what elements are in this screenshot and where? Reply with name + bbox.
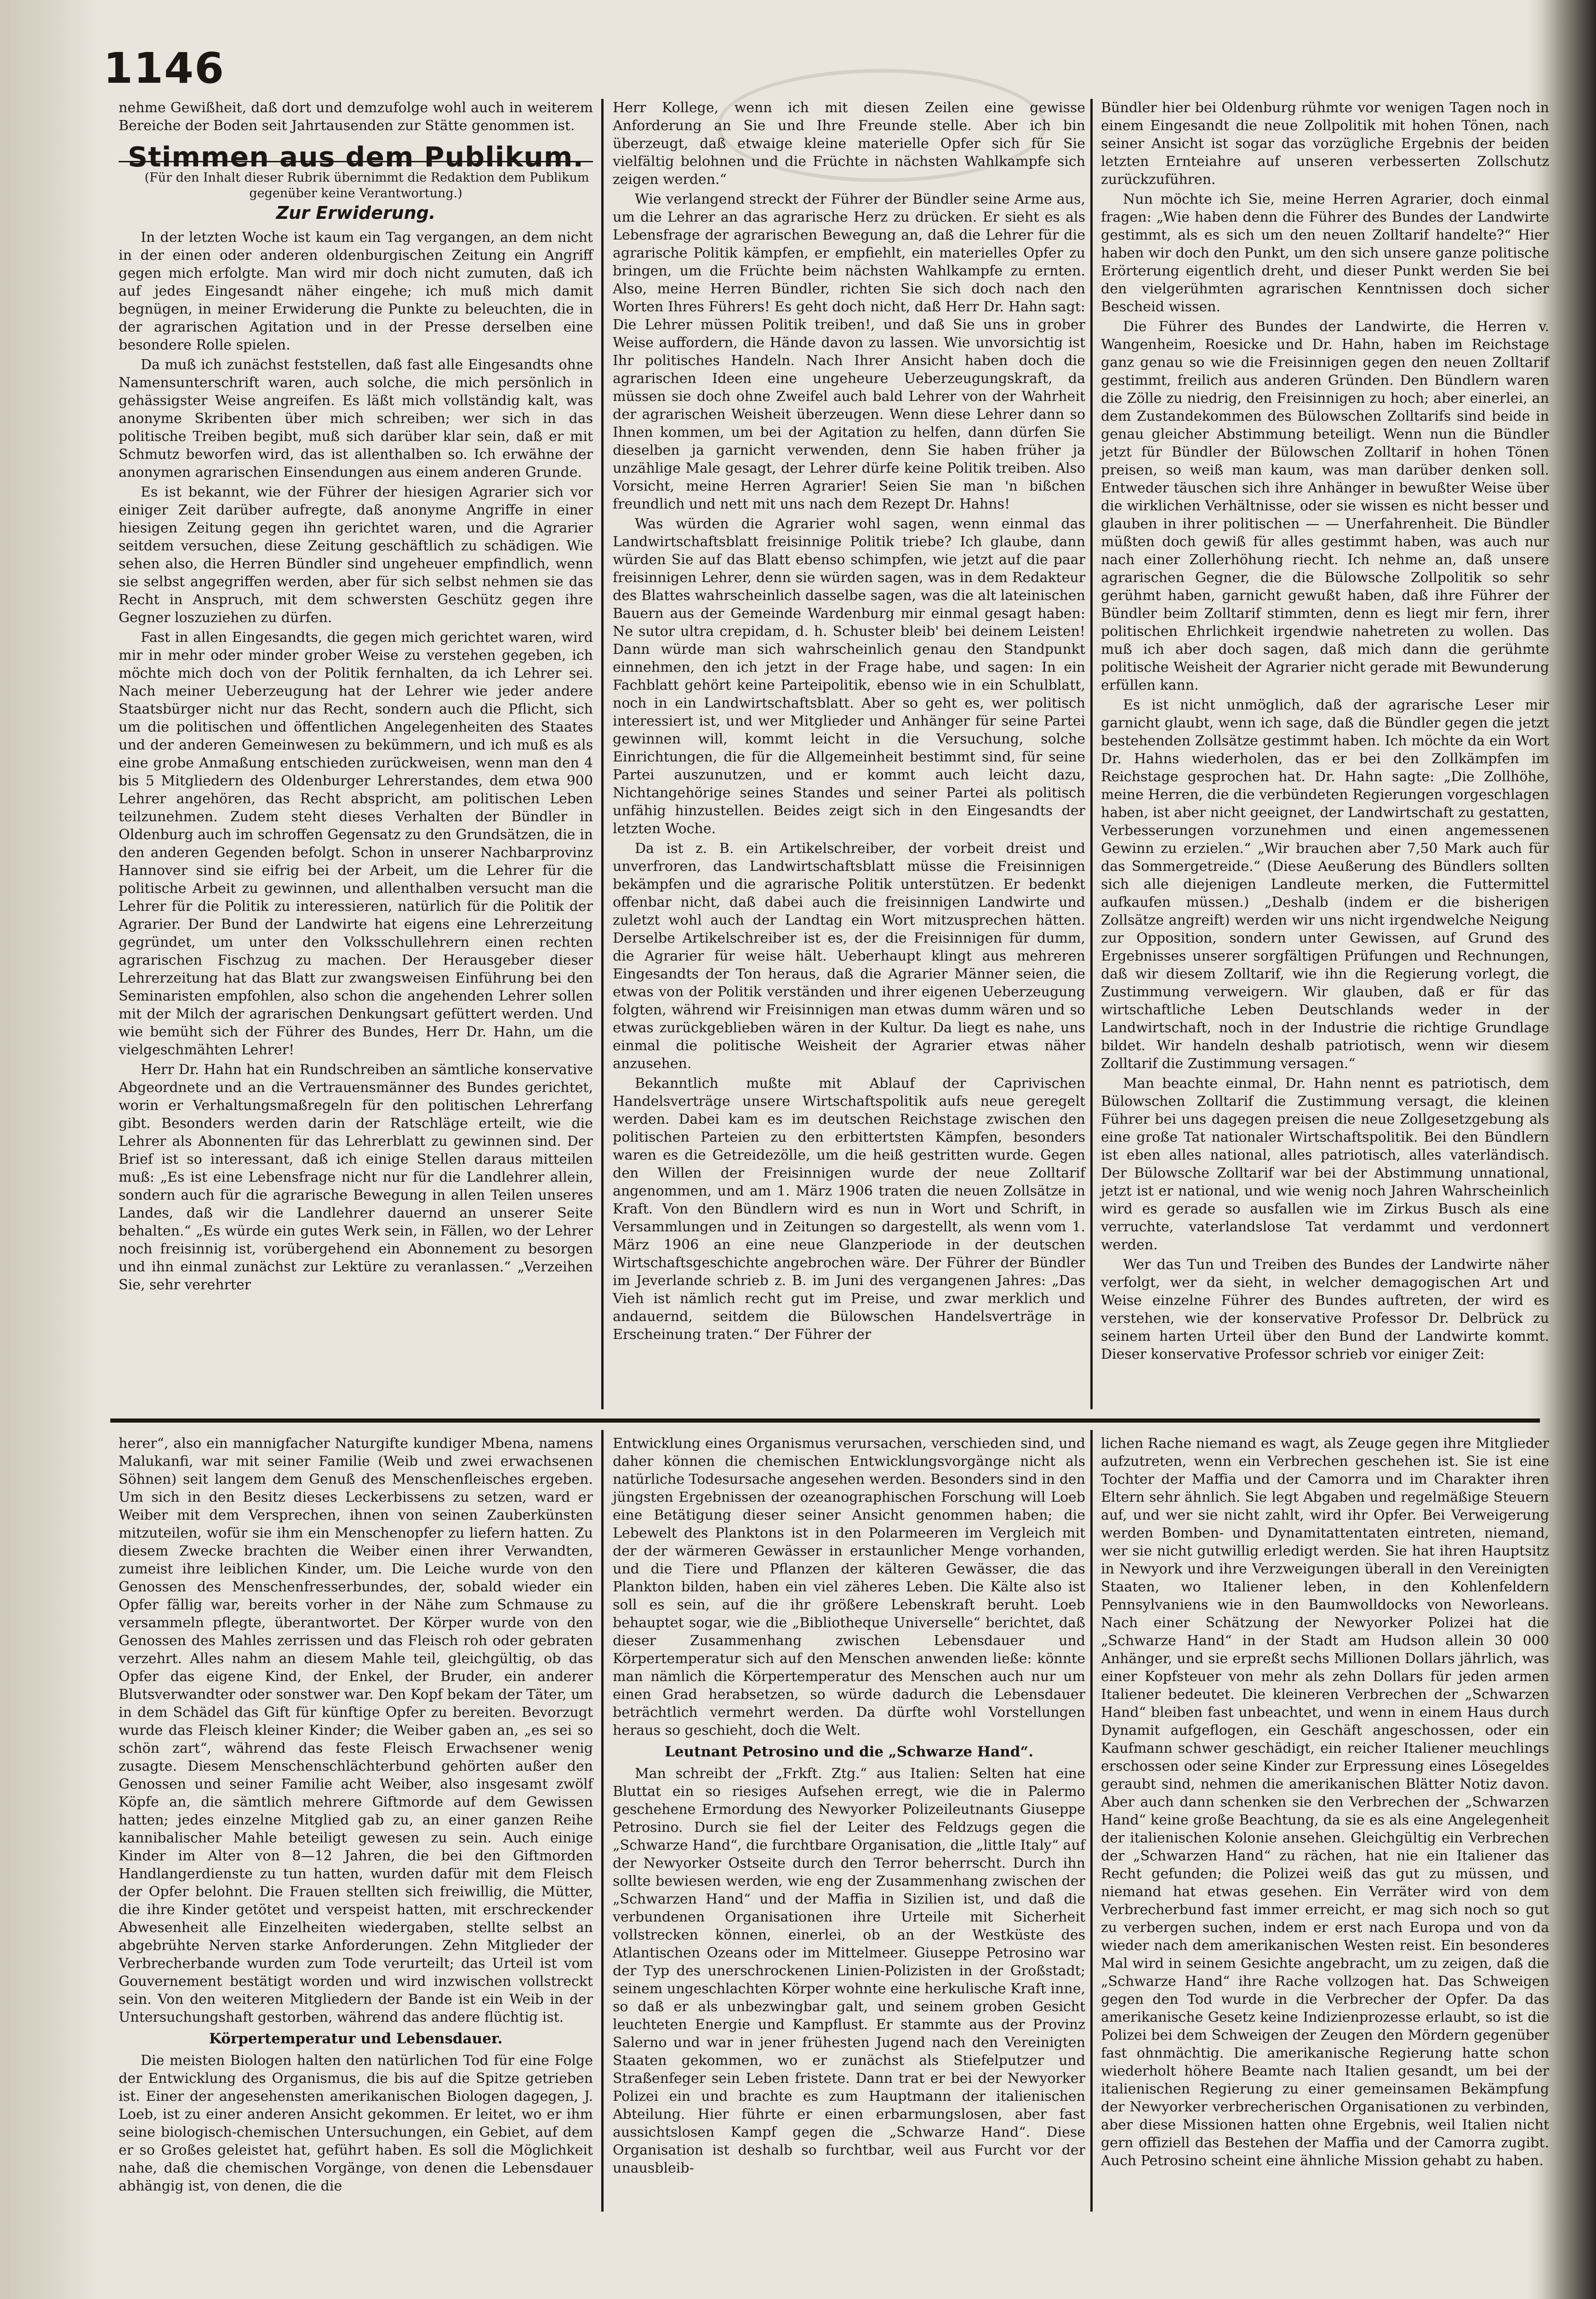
feuilleton-column-1 [119, 1435, 593, 2197]
paragraph: Man schreibt der „Frkft. Ztg.“ aus Italien: Selten hat eine Bluttat ein so riesiges Aufsehen erregt, wie die in Palermo geschehene Ermordung des Newyorker Polizeileutnants Giuseppe Petrosino. Durch sie fiel der Leiter des Feldzugs gegen die „Schwarze Hand“, die furchtbare Organisation, die „little Italy“ auf der Newyorker Ostseite durch den Terror beherrscht. Durch ihn sollte bewiesen werden, wie eng der Zusammenhang zwischen der „Schwarzen Hand“ und der Maffia in Sizilien ist, und daß die verbundenen Organisationen ihre Urteile mit Sicherheit vollstrecken können, einerlei, ob an der Westküste des Atlantischen Ozeans oder im Mittelmeer. Giuseppe Petrosino war der Typ des unerschrockenen Linien-Polizisten in der Großstadt; seinem ungeschlachten Körper wohnte eine herkulische Kraft inne, so daß er als unbezwingbar galt, und seinem groben Gesicht leuchteten Energie und Kampflust. Er stammte aus der Provinz Salerno und war in jener frühesten Jugend nach den Vereinigten Staaten gekommen, wo er zunächst als Stiefelputzer und Straßenfeger sein Leben fristete. Dann trat er bei der Newyorker Polizei ein und brachte es zum Hauptmann der italienischen Abteilung. Hier führte er einen erbarmungslosen, aber fast aussichtslosen Kampf gegen die „Schwarze Hand“. Diese Organisation ist deshalb so furchtbar, weil aus Furcht vor der unausbleib- [613, 1766, 1085, 2176]
column-rule-top-1 [601, 99, 604, 1409]
paragraph: Da muß ich zunächst feststellen, daß fast alle Eingesandts ohne Namensunterschrift waren, auch solche, die mich persönlich in gehässigster Weise angreifen. Es läßt mich vollständig kalt, was anonyme Skribenten über mich schreiben; wer sich in das politische Treiben begibt, muß sich darüber klar sein, daß er mit Schmutz beworfen wird, das ist allenthalben so. Ich erwähne der anonymen agrarischen Einsendungen aus einem anderen Grunde. [119, 357, 593, 480]
column-rule-bottom-2 [1090, 1430, 1093, 2212]
paragraph: Nun möchte ich Sie, meine Herren Agrarier, doch einmal fragen: „Wie haben denn die Führer des Bundes der Landwirte gestimmt, als es sich um den neuen Zolltarif handelte?“ Hier haben wir doch den Punkt, um den sich unsere ganze politische Erörterung eigentlich dreht, und dieser Punkt werden Sie bei den vielgerühmten agrarischen Kenntnissen doch sicher Bescheid wissen. [1101, 191, 1549, 315]
article-title: Körpertemperatur und Lebensdauer. [209, 2030, 503, 2047]
paragraph: Wie verlangend streckt der Führer der Bündler seine Arme aus, um die Lehrer an das agrarische Herz zu drücken. Er sieht es als Lebensfrage der agrarischen Bewegung an, daß die Lehrer für die agrarische Politik kämpfen, er empfiehlt, ein materielles Opfer zu bringen, um die Früchte beim nächsten Wahlkampfe zu ernten. Also, meine Herren Bündler, richten Sie sich doch nach den Worten Ihres Führers! Es geht doch nicht, daß Herr Dr. Hahn sagt: Die Lehrer müssen Politik treiben!, und daß Sie uns in grober Weise auffordern, die Hände davon zu lassen. Wie unvorsichtig ist Ihr politisches Handeln. Nach Ihrer Ansicht haben doch die agrarischen Ideen eine ungeheure Ueberzeugungskraft, da müssen sie doch ohne Zweifel auch bald Lehrer von der Wahrheit der agrarischen Weisheit überzeugen. Wenn diese Lehrer dann so Ihnen kommen, um bei der Agitation zu helfen, dann dürfen Sie dieselben ja garnicht verwenden, denn Sie haben früher ja unzählige Male gesagt, der Lehrer dürfe keine Politik treiben. Also Vorsicht, meine Herren Agrarier! Seien Sie man 'n bißchen freundlich und nett mit uns nach dem Rezept Dr. Hahns! [613, 191, 1085, 512]
column-rule-bottom-1 [601, 1430, 604, 2212]
paragraph: Es ist bekannt, wie der Führer der hiesigen Agrarier sich vor einiger Zeit darüber aufregte, daß anonyme Angriffe in einer hiesigen Zeitung gegen ihn gerichtet waren, und die Agrarier seitdem versuchen, diese Zeitung geschäftlich zu schädigen. Wie sehen also, die Herren Bündler sind ungeheuer empfindlich, wenn sie selbst angegriffen werden, aber für sich selbst nehmen sie das Recht in Anspruch, mit dem schwersten Geschütz gegen ihre Gegner loszuziehen zu dürfen. [119, 484, 593, 626]
section-title: Stimmen aus dem Publikum. [127, 141, 584, 173]
page-number: 1146 [103, 44, 225, 93]
paragraph: In der letzten Woche ist kaum ein Tag vergangen, an dem nicht in der einen oder anderen oldenburgischen Zeitung ein Angriff gegen mich erfolgte. Man wird mir doch nicht zumuten, daß ich auf jedes Eingesandt näher eingehe; ich muß mich damit begnügen, in meiner Erwiderung die Punkte zu beleuchten, die in der agrarischen Agitation und in der Presse derselben eine besondere Rolle spielen. [119, 229, 593, 353]
paragraph: lichen Rache niemand es wagt, als Zeuge gegen ihre Mitglieder aufzutreten, wenn ein Verbrechen geschehen ist. Sie ist eine Tochter der Maffia und der Camorra und im Charakter ihren Eltern sehr ähnlich. Sie legt Abgaben und regelmäßige Steuern auf, und wer sie nicht zahlt, wird ihr Opfer. Bei Verweigerung werden Bomben- und Dynamitattentaten eintreten, niemand, wer sie nicht gutwillig erledigt werden. Sie hat ihren Hauptsitz in Newyork und ihre Verzweigungen überall in den Vereinigten Staaten, wo Italiener leben, in den Kohlenfeldern Pennsylvaniens wie in den Baumwolldocks von Neworleans. Nach einer Schätzung der Newyorker Polizei hat die „Schwarze Hand“ in der Stadt am Hudson allein 30 000 Anhänger, und sie erpreßt sechs Millionen Dollars jährlich, was einer Kopfsteuer von mehr als zehn Dollars für jeden armen Italiener bedeutet. Die kleineren Verbrechen der „Schwarzen Hand“ bleiben fast unbeachtet, und wenn in einem Haus durch Dynamit aufgeflogen, ein Geschäft angeschossen, oder ein Kaufmann schwer geschädigt, ein reicher Italiener meuchlings erschossen oder seine Kinder zur Erpressung eines Lösegeldes geraubt sind, nehmen die amerikanischen Blätter Notiz davon. Aber auch dann schenken sie den Verbrechen der „Schwarzen Hand“ keine große Beachtung, da sie es als eine Angelegenheit der italienischen Kolonie ansehen. Gleichgültig ein Verbrechen der „Schwarzen Hand“ zu rächen, hat nie ein Italiener das Recht gefunden; die Polizei weiß das gut zu müssen, und niemand hat etwas gesehen. Ein Verräter wird von dem Verbrecherbund fast immer erreicht, er mag sich noch so gut zu verbergen suchen, indem er erst nach Europa und von da wieder nach dem amerikanischen Westen reist. Ein besonderes Mal wird in seinem Gesichte angebracht, um zu zeigen, daß die „Schwarze Hand“ ihre Rache vollzogen hat. Das Schweigen gegen den Tod wurde in die Verbrecher der Opfer. Da das amerikanische Gesetz keine Indizienprozesse erlaubt, so ist die Polizei bei dem Schweigen der Zeugen den Mördern gegenüber fast ohnmächtig. Die amerikanische Regierung hatte schon wiederholt höhere Beamte nach Italien gesandt, um bei der italienischen Regierung zu einer gemeinsamen Bekämpfung der Newyorker verbrecherischen Organisationen zu verbinden, aber diese Missionen hatten ohne Ergebnis, weil Italien nicht gern offiziell das Bestehen der Maffia und der Camorra zugibt. Auch Petrosino scheint eine ähnliche Mission gehabt zu haben. [1101, 1435, 1549, 2169]
feuilleton-column-3 [1101, 1435, 1549, 2172]
paragraph: Da ist z. B. ein Artikelschreiber, der vorbeit dreist und unverfroren, das Landwirtschaftsblatt müsse die Freisinnigen bekämpfen und die agrarische Politik unterstützen. Er bedenkt offenbar nicht, daß dabei auch die freisinnigen Landwirte und zuletzt wohl auch der Landtag ein Wort mitzusprechen hätten. Derselbe Artikelschreiber ist es, der die Freisinnigen für dumm, die Agrarier für weise hält. Ueberhaupt klingt aus mehreren Eingesandts der Ton heraus, daß die Agrarier Männer seien, die etwas von der Politik verständen und ihrer eigenen Ueberzeugung folgten, während wir Freisinnigen man etwas dumm wären und so etwas zurückgeblieben wären in der Kultur. Da liegt es nahe, uns einmal die politische Weisheit der Agrarier etwas näher anzusehen. [613, 841, 1085, 1072]
lead-fragment: nehme Gewißheit, daß dort und demzufolge wohl auch in weiterem Bereiche der Boden seit Jahrtausenden zur Stätte genommen ist. [119, 100, 593, 134]
paragraph: Wer das Tun und Treiben des Bundes der Landwirte näher verfolgt, wer da sieht, in welcher demagogischen Art und Weise einzelne Führer des Bundes auftreten, der wird es verstehen, wie der konservative Professor Dr. Delbrück zu seinem harten Urteil über den Bund der Landwirte kommt. Dieser konservative Professor schrieb vor einiger Zeit: [1101, 1257, 1549, 1362]
top-column-2 [613, 99, 1085, 1345]
paragraph: Herr Dr. Hahn hat ein Rundschreiben an sämtliche konservative Abgeordnete und an die Vertrauensmänner des Bundes gerichtet, worin er Verhaltungsmaßregeln für den politischen Lehrerfang gibt. Besonders werden darin der Ratschläge erteilt, wie die Lehrer als Abonnenten für das Lehrerblatt zu gewinnen sind. Der Brief ist so interessant, daß ich einige Stellen daraus mitteilen muß: „Es ist eine Lebensfrage nicht nur für die Landlehrer allein, sondern auch für die agrarische Bewegung in allen Teilen unseres Landes, daß wir die Landlehrer dauernd an unserer Seite behalten.“ „Es würde ein gutes Werk sein, in Fällen, wo der Lehrer noch freisinnig ist, vorübergehend ein Abonnement zu besorgen und ihn einmal zunächst zur Lektüre zu veranlassen.“ „Verzeihen Sie, sehr verehrter [119, 1062, 593, 1293]
feuilleton-column-2 [613, 1435, 1085, 2179]
paragraph: Was würden die Agrarier wohl sagen, wenn einmal das Landwirtschaftsblatt freisinnige Politik triebe? Ich glaube, dann würden Sie auf das Blatt ebenso schimpfen, wie jetzt auf die paar freisinnigen Lehrer, denn sie würden sagen, was in dem Redakteur des Blattes wahrscheinlich dasselbe sagen, was die alt lateinischen Bauern aus der Gemeinde Wardenburg mir einmal gesagt haben: Ne sutor ultra crepidam, d. h. Schuster bleib' bei deinem Leisten! Dann würde man sich wahrscheinlich genau den Standpunkt einnehmen, den ich jetzt in der Frage habe, und sagen: In ein Fachblatt gehört keine Parteipolitik, ebenso wie in ein Schulblatt, noch in ein Landwirtschaftsblatt. Aber so geht es, wer politisch interessiert ist, und wer Mitglieder und Anhänger für seine Partei gewinnen will, kommt leicht in die Versuchung, solche Einrichtungen, die für die Allgemeinheit bestimmt sind, für seine Partei auszunutzen, und er kommt auch leicht dazu, Nichtangehörige seines Standes und seiner Partei als politisch unfähig hinzustellen. Beides zeigt sich in den Eingesandts der letzten Woche. [613, 516, 1085, 837]
paragraph: Fast in allen Eingesandts, die gegen mich gerichtet waren, wird mir in mehr oder minder grober Weise zu verstehen gegeben, ich möchte mich doch von der Politik fernhalten, da ich Lehrer sei. Nach meiner Ueberzeugung hat der Lehrer wie jeder andere Staatsbürger nicht nur das Recht, sondern auch die Pflicht, sich um die politischen und öffentlichen Angelegenheiten des Staates und der anderen Gemeinwesen zu bekümmern, und ich muß es als eine grobe Anmaßung entschieden zurückweisen, wenn man den 4 bis 5 Mitgliedern des Oldenburger Lehrerstandes, dem etwa 900 Lehrer angehören, das Recht abspricht, am politischen Leben teilzunehmen. Zudem steht dieses Verhalten der Bündler in Oldenburg auch im schroffen Gegensatz zu den Grundsätzen, die in den anderen Gegenden befolgt. Schon in unserer Nachbarprovinz Hannover sind sie eifrig bei der Arbeit, um die Lehrer für die politische Arbeit zu gewinnen, und allenthalben versucht man die Lehrer für die Politik zu interessieren, natürlich für die Politik der Agrarier. Der Bund der Landwirte hat eigens eine Lehrerzeitung gegründet, um unter den Volksschullehrern einen rechten agrarischen Fischzug zu machen. Der Herausgeber dieser Lehrerzeitung hat das Blatt zur zwangsweisen Einführung bei den Seminaristen empfohlen, also schon die angehenden Lehrer sollen mit der Milch der agrarischen Denkungsart gefüttert werden. Und wie bemüht sich der Führer des Bundes, Herr Dr. Hahn, um die vielgeschmähten Lehrer! [119, 629, 593, 1058]
paragraph: Entwicklung eines Organismus verursachen, verschieden sind, und daher können die chemischen Entwicklungsvorgänge nicht als natürliche Todesursache angesehen werden. Besonders sind in den jüngsten Ergebnissen der ozeanographischen Forschung will Loeb eine Betätigung dieser seiner Ansicht genommen haben; die Lebewelt des Planktons ist in den Polarmeeren im Vergleich mit der der wärmeren Gewässer in erstaunlicher Menge vorhanden, und die Tiere und Pflanzen der kälteren Gewässer, die das Plankton bilden, haben ein viel zäheres Leben. Die Kälte also ist soll es sein, auf die ihr größere Lebenskraft beruht. Loeb behauptet sogar, wie die „Bibliotheque Universelle“ berichtet, daß dieser Zusammenhang zwischen Lebensdauer und Körpertemperatur sich auf den Menschen anwenden ließe: könnte man nämlich die Körpertemperatur des Menschen auch nur um einen Grad herabsetzen, so würde dadurch die Lebensdauer beträchtlich vermehrt werden. Da dürfte wohl Vorstellungen heraus so geschieht, doch die Welt. [613, 1435, 1085, 1739]
top-column-3 [1101, 99, 1549, 1365]
paragraph: Herr Kollege, wenn ich mit diesen Zeilen eine gewisse Anforderung an Sie und Ihre Freunde stelle. Aber ich bin überzeugt, daß etwaige kleine materielle Opfer sich für Sie vielfältig belohnen und die Früchte in nächsten Wahlkampfe sich zeigen werden.“ [613, 100, 1085, 188]
feuilleton-divider [110, 1418, 1540, 1423]
article-title: Leutnant Petrosino und die „Schwarze Hand“. [664, 1744, 1033, 1760]
column-rule-top-2 [1090, 99, 1093, 1409]
section-note: (Für den Inhalt dieser Rubrik übernimmt die Redaktion dem Publikum gegenüber keine Verantwortung.) [144, 171, 589, 200]
top-column-1 [119, 99, 593, 1296]
paragraph: Die meisten Biologen halten den natürlichen Tod für eine Folge der Entwicklung des Organismus, die bis auf die Spitze getrieben ist. Einer der angesehensten amerikanischen Biologen dagegen, J. Loeb, ist zu einer anderen Ansicht gekommen. Er leitet, wo er ihm seine biologisch-chemischen Untersuchungen, ein Gebiet, auf dem er so Großes geleistet hat, geführt haben. Es soll die Möglichkeit nahe, daß die chemischen Vorgänge, von denen die Lebensdauer abhängig ist, von denen, die die [119, 2053, 593, 2194]
paragraph: herer“, also ein mannigfacher Naturgifte kundiger Mbena, namens Malukanfi, war mit seiner Familie (Weib und zwei erwachsenen Söhnen) seit langem dem Genuß des Menschenfleisches ergeben. Um sich in den Besitz dieses Leckerbissens zu setzen, ward er Weiber mit dem Versprechen, ihnen von seinen Zauberkünsten mitzuteilen, wofür sie ihm ein Menschenopfer zu liefern hatten. Zu diesem Zwecke brachten die Weiber einen ihrer Verwandten, zumeist ihre leiblichen Kinder, um. Die Leiche wurde von den Genossen des Menschenfresserbundes, der, sobald wieder ein Opfer fällig war, bereits vorher in der Nähe zum Schmause zu versammeln pflegte, überantwortet. Der Körper wurde von den Genossen des Mahles zerrissen und das Fleisch roh oder gebraten verzehrt. Alles nahm an diesem Mahle teil, gleichgültig, ob das Opfer das eigene Kind, der Enkel, der Bruder, ein anderer Blutsverwandter oder sonstwer war. Den Kopf bekam der Täter, um in dem Schädel das Gift für künftige Opfer zu bereiten. Bevorzugt wurde das Fleisch kleiner Kinder; die Weiber gaben an, „es sei so schön zart“, während das feste Fleisch Erwachsener wenig zusagte. Diesem Menschenschlächterbund gehörten außer den Genossen und seiner Familie acht Weiber, also insgesamt zwölf Köpfe an, die sämtlich mehrere Giftmorde auf dem Gewissen hatten; jedes einzelne Mitglied gab zu, an einer ganzen Reihe kannibalischer Mahle beteiligt gewesen zu sein. Auch einige Kinder im Alter von 8—12 Jahren, die bei den Giftmorden Handlangerdienste zu tun hatten, wurden dafür mit dem Fleisch der Opfer belohnt. Die Frauen stellten sich freiwillig, die Mütter, die ihre Kinder getötet und verspeist hatten, mit erschreckender Abwesenheit alle Einzelheiten wiedergaben, stellte selbst an abgebrühte Nerven starke Anforderungen. Zehn Mitglieder der Verbrecherbande wurden zum Tode verurteilt; das Urteil ist vom Gouvernement bestätigt worden und wird inzwischen vollstreckt sein. Von den weiteren Mitgliedern der Bande ist ein Weib in der Untersuchungshaft gestorben, während das andere flüchtig ist. [119, 1435, 593, 2025]
paragraph: Es ist nicht unmöglich, daß der agrarische Leser mir garnicht glaubt, wenn ich sage, daß die Bündler gegen die jetzt bestehenden Zollsätze gestimmt haben. Ich möchte da ein Wort Dr. Hahns wiederholen, das er bei den Zollkämpfen im Reichstage gesprochen hat. Dr. Hahn sagte: „Die Zollhöhe, meine Herren, die die verbündeten Regierungen vorgeschlagen haben, ist aber nicht geeignet, der Landwirtschaft zu gestatten, Verbesserungen vorzunehmen und einen angemessenen Gewinn zu erzielen.“ „Wir brauchen aber 7,50 Mark auch für das Sommergetreide.“ (Diese Aeußerung des Bündlers sollten sich alle diejenigen Landleute merken, die Futtermittel aufkaufen müssen.) „Deshalb (indem er die bisherigen Zollsätze angreift) werden wir uns nicht irgendwelche Neigung zur Opposition, sondern unter Gewissen, auf Grund des Ergebnisses unserer sorgfältigen Prüfungen und Rechnungen, daß wir diesem Zolltarif, wie ihn die Regierung vorlegt, die Zustimmung verweigern. Wir glauben, daß er für das wirtschaftliche Leben Deutschlands weder in der Landwirtschaft, noch in der Industrie die richtige Grundlage bildet. Wir handeln deshalb patriotisch, wenn wir diesem Zolltarif die Zustimmung versagen.“ [1101, 697, 1549, 1072]
paragraph: Die Führer des Bundes der Landwirte, die Herren v. Wangenheim, Roesicke und Dr. Hahn, haben im Reichstage ganz genau so wie die Freisinnigen gegen den neuen Zolltarif gestimmt, freilich aus anderen Gründen. Den Bündlern waren die Zölle zu niedrig, den Freisinnigen zu hoch; aber einerlei, an dem Zustandekommen des Bülowschen Zolltarifs sind beide in genau gleicher Abstimmung beteiligt. Wenn nun die Bündler jetzt für Bündler der Bülowschen Zolltarif in hohen Tönen preisen, so weiß man kaum, was man darüber denken soll. Entweder täuschen sich ihre Anhänger in bewußter Weise über die wirklichen Verhältnisse, oder sie wissen es nicht besser und glauben in ihrer politischen — — Unerfahrenheit. Die Bündler müßten doch gewiß für alles gestimmt haben, was auch nur nach einer Zollerhöhung riecht. Ich nehme an, daß unsere agrarischen Gegner, die die Bülowsche Zollpolitik so sehr gerühmt haben, garnicht gewußt haben, daß ihre Führer der Bündler beim Zolltarif stimmten, denn es liegt mir fern, ihrer politischen Ehrlichkeit irgendwie nahetreten zu wollen. Das muß ich aber doch sagen, daß mich dann die gerühmte politische Weisheit der Agrarier nicht gerade mit Bewunderung erfüllen kann. [1101, 319, 1549, 693]
paragraph: Man beachte einmal, Dr. Hahn nennt es patriotisch, dem Bülowschen Zolltarif die Zustimmung versagt, die kleinen Führer bei uns dagegen preisen die neue Zollgesetzgebung als eine große Tat nationaler Wirtschaftspolitik. Bei den Bündlern ist eben alles national, alles patriotisch, alles vaterländisch. Der Bülowsche Zolltarif war bei der Abstimmung unnational, jetzt ist er national, und wie wenig noch Jahren Wahrscheinlich wird es gerade so ausfallen wie im Zirkus Busch als eine verruchte, vaterlandslose Tat verdammt und verdonnert werden. [1101, 1075, 1549, 1253]
article-title: Zur Erwiderung. [276, 203, 436, 223]
paragraph: Bündler hier bei Oldenburg rühmte vor wenigen Tagen noch in einem Eingesandt die neue Zollpolitik mit hohen Tönen, nach seiner Ansicht ist sogar das vorzügliche Ergebnis der beiden letzten Ernteiahre auf unseren verbesserten Zollschutz zurückzuführen. [1101, 100, 1549, 188]
paragraph: Bekanntlich mußte mit Ablauf der Caprivischen Handelsverträge unsere Wirtschaftspolitik aufs neue geregelt werden. Dabei kam es im deutschen Reichstage zwischen den politischen Parteien zu den erbittertsten Kämpfen, besonders waren es die Getreidezölle, um die heiß gestritten wurde. Gegen den Willen der Freisinnigen wurde der neue Zolltarif angenommen, und am 1. März 1906 traten die neuen Zollsätze in Kraft. Von den Bündlern wird es nun in Wort und Schrift, in Versammlungen und in Zeitungen so dargestellt, als wenn vom 1. März 1906 an eine neue Glanzperiode in der deutschen Wirtschaftsgeschichte angebrochen wäre. Der Führer der Bündler im Jeverlande schrieb z. B. im Juni des vergangenen Jahres: „Das Vieh ist nämlich recht gut im Preise, und zwar merklich und andauernd, seitdem die Bülowschen Handelsverträge in Erscheinung traten.“ Der Führer der [613, 1075, 1085, 1343]
scan-edge-left [0, 0, 97, 2299]
